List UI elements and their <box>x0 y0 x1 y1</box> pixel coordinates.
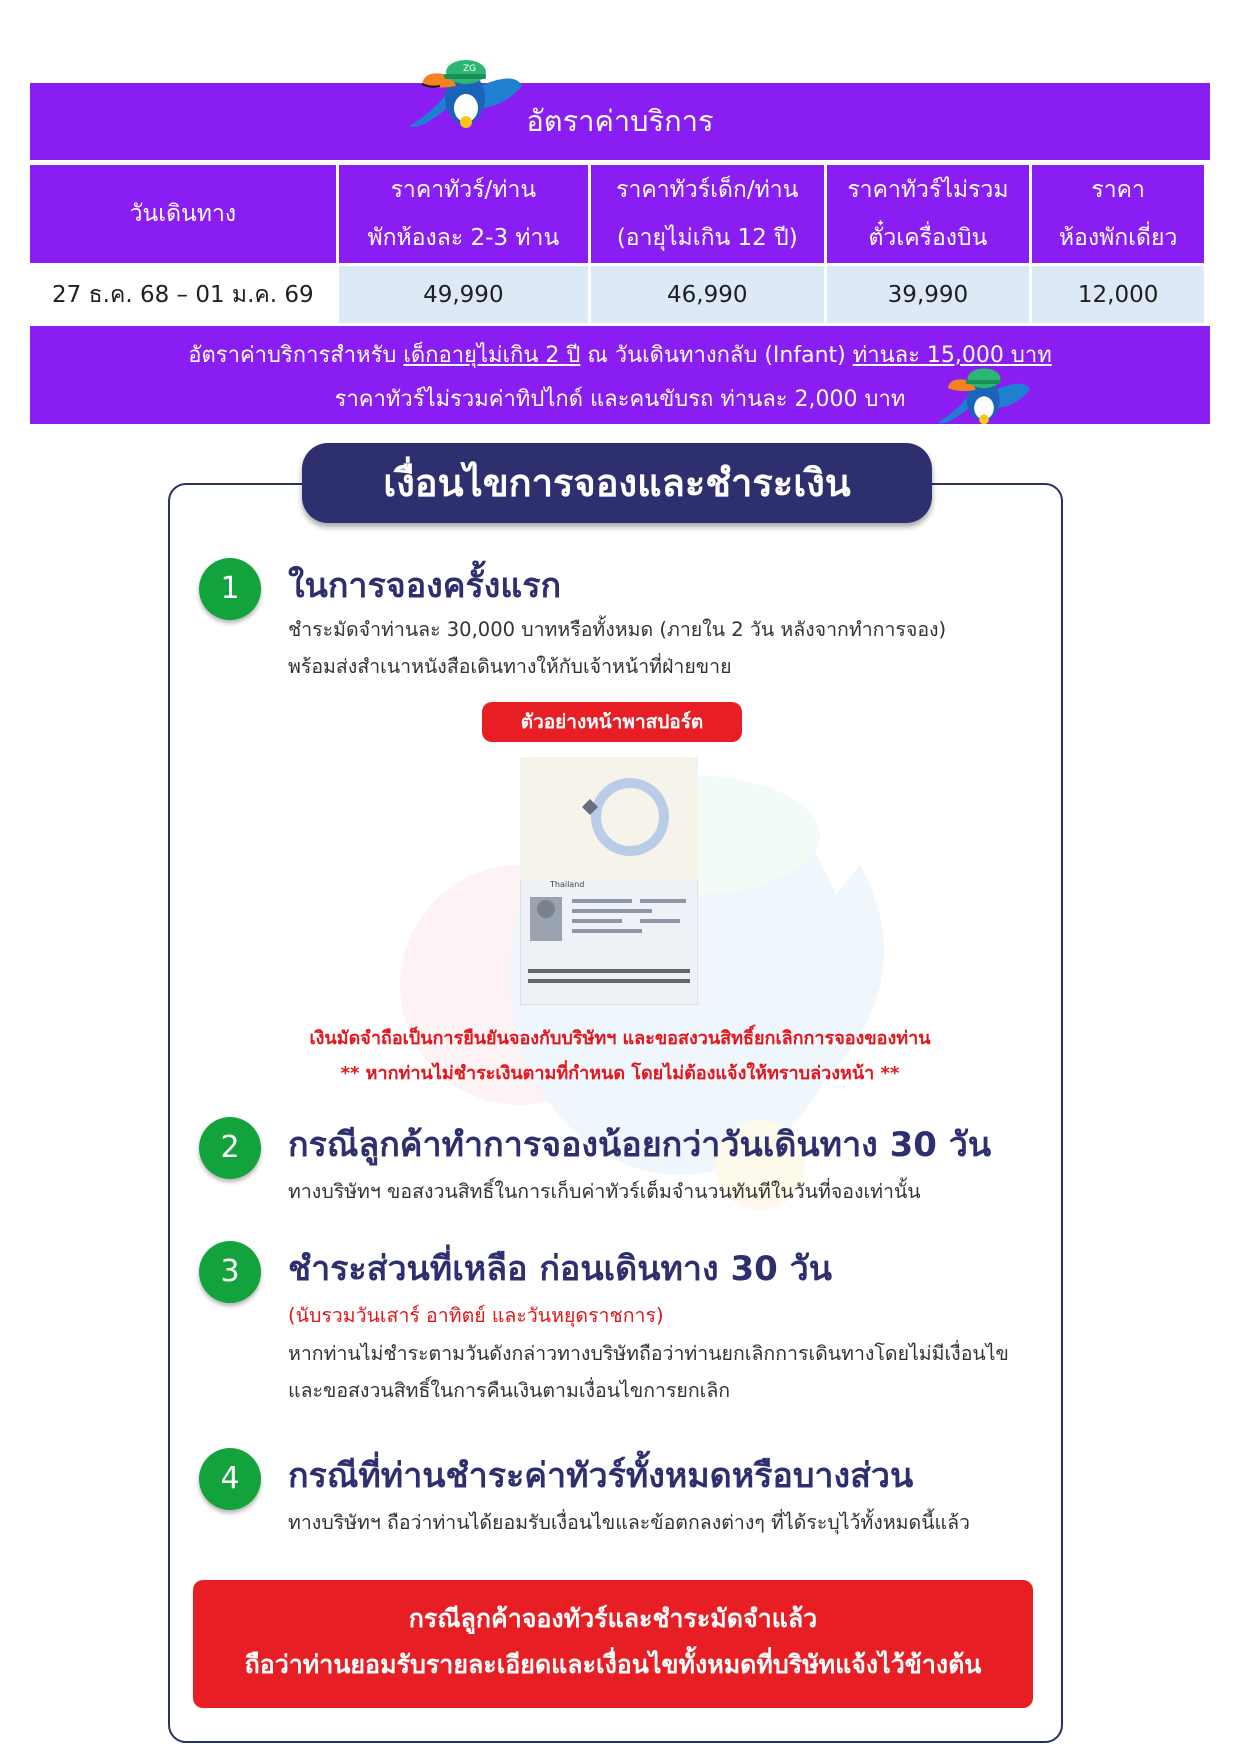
step-number-2: 2 <box>199 1117 261 1179</box>
cell-adult-price: 49,990 <box>339 266 588 323</box>
step-title-1: ในการจองครั้งแรก <box>288 566 562 606</box>
col-single-room: ราคา ห้องพักเดี่ยว <box>1032 165 1204 263</box>
cell-no-ticket-price: 39,990 <box>827 266 1030 323</box>
tip-note: ราคาทัวร์ไม่รวมค่าทิปไกด์ และคนขับรถ ท่านละ 2,000 บาท <box>334 387 906 412</box>
toucan-mascot-icon <box>938 356 1030 440</box>
step-text-2a: ทางบริษัทฯ ขอสงวนสิทธิ์ในการเก็บค่าทัวร์เต็มจำนวนทันทีในวันที่จองเท่านั้น <box>288 1180 921 1203</box>
step-text-4a: ทางบริษัทฯ ถือว่าท่านได้ยอมรับเงื่อนไขและข้อตกลงต่างๆ ที่ได้ระบุไว้ทั้งหมดนี้แล้ว <box>288 1511 970 1534</box>
toucan-mascot-icon <box>410 46 522 146</box>
step-title-3: ชำระส่วนที่เหลือ ก่อนเดินทาง 30 วัน <box>288 1249 832 1289</box>
step-text-1b: พร้อมส่งสำเนาหนังสือเดินทางให้กับเจ้าหน้าที่ฝ่ายขาย <box>288 655 732 678</box>
table-row <box>30 266 1204 323</box>
col-adult-price: ราคาทัวร์/ท่าน พักห้องละ 2-3 ท่าน <box>339 165 588 263</box>
step-title-2: กรณีลูกค้าทำการจองน้อยกว่าวันเดินทาง 30 วัน <box>288 1125 992 1165</box>
mascot-cap-text: ZG <box>463 64 477 74</box>
col-travel-date: วันเดินทาง <box>30 165 336 263</box>
deposit-warning: เงินมัดจำถือเป็นการยืนยันจองกับบริษัทฯ และขอสงวนสิทธิ์ยกเลิกการจองของท่าน <box>309 1028 931 1049</box>
step-text-1a: ชำระมัดจำท่านละ 30,000 บาทหรือทั้งหมด (ภายใน 2 วัน หลังจากทำการจอง) <box>288 618 947 641</box>
price-table <box>27 162 1207 326</box>
conditions-title: เงื่อนไขการจองและชำระเงิน <box>302 443 932 523</box>
step-note-3: (นับรวมวันเสาร์ อาทิตย์ และวันหยุดราชการ) <box>288 1304 664 1327</box>
infant-price-note: อัตราค่าบริการสำหรับ เด็กอายุไม่เกิน 2 ปี ณ วันเดินทางกลับ (Infant) ท่านละ 15,000 บาท <box>188 343 1052 368</box>
final-notice-line-1: กรณีลูกค้าจองทัวร์และชำระมัดจำแล้ว <box>408 1604 818 1633</box>
col-no-ticket-price: ราคาทัวร์ไม่รวม ตั๋วเครื่องบิน <box>827 165 1030 263</box>
passport-sample-image <box>520 757 698 1005</box>
cell-travel-date: 27 ธ.ค. 68 – 01 ม.ค. 69 <box>30 266 336 323</box>
price-table-title: อัตราค่าบริการ <box>526 104 714 138</box>
step-title-4: กรณีที่ท่านชำระค่าทัวร์ทั้งหมดหรือบางส่วน <box>288 1456 914 1496</box>
step-text-3b: และขอสงวนสิทธิ์ในการคืนเงินตามเงื่อนไขการยกเลิก <box>288 1379 731 1402</box>
step-number-1: 1 <box>199 558 261 620</box>
price-table-header <box>30 83 1210 160</box>
passport-sample-label: ตัวอย่างหน้าพาสปอร์ต <box>482 702 742 742</box>
payment-warning: ** หากท่านไม่ชำระเงินตามที่กำหนด โดยไม่ต้องแจ้งให้ทราบล่วงหน้า ** <box>340 1063 900 1084</box>
cell-single-room: 12,000 <box>1032 266 1204 323</box>
col-child-price: ราคาทัวร์เด็ก/ท่าน (อายุไม่เกิน 12 ปี) <box>591 165 824 263</box>
step-number-4: 4 <box>199 1448 261 1510</box>
cell-child-price: 46,990 <box>591 266 824 323</box>
final-notice-line-2: ถือว่าท่านยอมรับรายละเอียดและเงื่อนไขทั้งหมดที่บริษัทแจ้งไว้ข้างต้น <box>244 1650 982 1679</box>
step-text-3a: หากท่านไม่ชำระตามวันดังกล่าวทางบริษัทถือว่าท่านยกเลิกการเดินทางโดยไม่มีเงื่อนไข <box>288 1342 1009 1365</box>
price-table-footer <box>30 326 1210 424</box>
step-number-3: 3 <box>199 1241 261 1303</box>
passport-country: Thailand <box>550 880 585 889</box>
final-notice <box>193 1580 1033 1708</box>
price-table-head-row <box>30 165 1204 263</box>
